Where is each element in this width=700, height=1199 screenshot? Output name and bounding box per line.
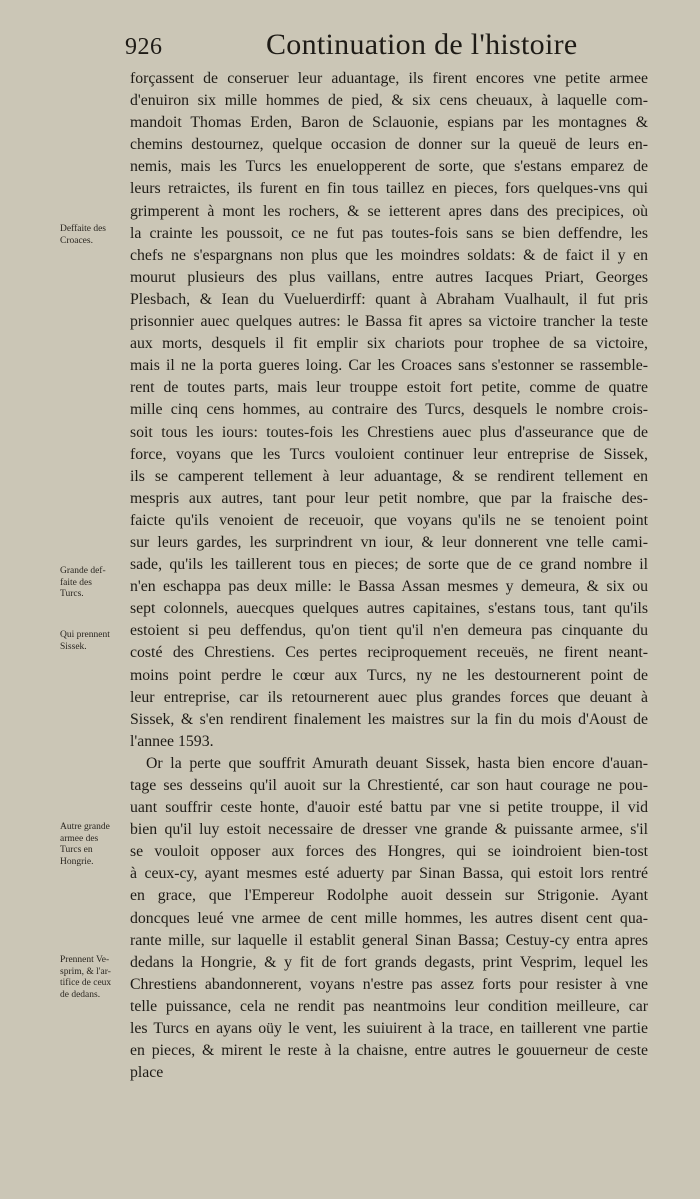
text-line: la crainte les poussoit, ce ne fut pas toutes-fois sans se bien deffendre, les — [130, 224, 648, 242]
margin-note-line: Hongrie. — [60, 856, 94, 867]
margin-note-line: Turcs en — [60, 845, 93, 855]
text-line: en grace, que l'Empereur Rodolphe auoit dessein sur Strigonie. Ayant — [130, 887, 648, 905]
text-line: force, voyans que les Turcs vouloient continuer leur entreprise de Sissek, — [130, 445, 648, 463]
text-line: place — [130, 1064, 164, 1082]
text-line: prisonnier auec quelques autres: le Bassa fit apres sa victoire trancher la teste — [130, 313, 648, 331]
text-line: grimperent à mont les rochers, & se ietterent apres dans des precipices, où — [130, 202, 648, 220]
text-line: Sissek, & s'en rendirent finalement les maistres sur la fin du mois d'Aoust de — [130, 710, 648, 728]
text-line: leurs retraictes, ils furent en fin tous taillez en pieces, fors quelques-vns qui — [130, 180, 648, 198]
text-line: mille cinq cens hommes, au contraire des Turcs, desquels le nombre crois- — [130, 401, 648, 419]
text-line: uant souffrir ceste honte, d'auoir esté battu par vne si petite trouppe, il vid — [130, 799, 648, 817]
text-line: chefs ne s'espargnans non plus que les moindres soldats: & de faict il y en — [130, 246, 648, 264]
text-line: chemins destournez, quelque occasion de donner sur la queuë de leurs en- — [130, 136, 648, 154]
margin-note — [60, 630, 132, 653]
text-line: costé des Chrestiens. Ces pertes reciproquement receuës, ne firent neant- — [130, 644, 648, 662]
margin-note-line: Qui prennent — [60, 630, 110, 640]
margin-note-line: Deffaite des — [60, 224, 106, 234]
text-line: forçassent de conseruer leur aduantage, ils firent encores vne petite armee — [130, 70, 648, 87]
text-line: tage ses desseins qu'il auoit sur la Chrestienté, car son haut courage ne pou- — [130, 777, 648, 794]
text-line: Plesbach, & Iean du Vueluerdirff: quant à Abraham Vualhault, il fut pris — [130, 290, 648, 308]
text-line: rante mille, sur laquelle il establit general Sinan Bassa; Cestuy-cy entra apres — [130, 931, 648, 949]
text-line: sade, qu'ils les taillerent tous en pieces; de sorte que de ce grand nombre il — [130, 556, 648, 574]
margin-note-line: sprim, & l'ar- — [60, 966, 111, 977]
text-line: dedans la Hongrie, & y fit de fort grands degasts, print Vesprim, lequel les — [130, 953, 648, 971]
running-title: Continuation de l'histoire — [266, 28, 578, 61]
page-number: 926 — [125, 34, 163, 60]
page-header — [0, 28, 700, 68]
text-line: l'annee 1593. — [130, 732, 214, 750]
text-line: mais il ne la porta gueres loing. Car les Croaces sans s'estonner se rassemble- — [130, 357, 648, 375]
text-line: les Turcs en ayans oüy le vent, les suiuirent à la trace, en taillerent vne partie — [130, 1020, 648, 1038]
text-line: se vouloit opposer aux forces des Hongres, qui se ioindroient bien-tost — [130, 843, 648, 861]
text-line: ils se camperent tellement à leur aduantage, & se rendirent tellement en — [130, 467, 648, 485]
text-line: d'enuiron six mille hommes de pied, & six cens cheuaux, à laquelle com- — [130, 92, 648, 110]
margin-note-line: de dedans. — [60, 989, 101, 1000]
text-line: mourut plusieurs des plus vaillans, entre autres Iacques Priart, Georges — [130, 268, 648, 286]
text-line: bien qu'il luy estoit necessaire de dresser vne grande & puissante armee, s'il — [130, 821, 648, 839]
margin-note — [60, 822, 132, 868]
text-line: à ceux-cy, ayant mesmes esté aduerty par Sinan Bassa, qui estoit lors rentré — [130, 865, 648, 883]
text-line: Or la perte que souffrit Amurath deuant Sissek, hasta bien encore d'auan- — [146, 754, 648, 772]
text-line: sept colonnels, auecques quelques autres capitaines, s'estans tous, tant qu'ils — [130, 600, 648, 618]
margin-note — [60, 955, 132, 1001]
margin-note-line: Prennent Ve- — [60, 955, 110, 965]
margin-note-line: Grande def- — [60, 566, 106, 576]
text-line: mespris aux autres, tant pour leur petit nombre, que par la fraische des- — [130, 489, 648, 507]
text-line: telle puissance, cela ne rendit pas neantmoins leur condition meilleure, car — [130, 997, 648, 1015]
margin-note — [60, 566, 132, 601]
body-text — [130, 68, 648, 1084]
text-line: faicte qu'ils venoient de receuoir, que voyans qu'ils ne se tenoient point — [130, 511, 648, 529]
text-line: aux morts, desquels il fit emplir six chariots pour trophee de sa victoire, — [130, 335, 648, 353]
text-line: estoient si peu deffendus, qu'on tient qu'il n'en demeura pas cinquante du — [130, 622, 648, 640]
text-line: nemis, mais les Turcs les enuelopperent de sorte, que s'estans emparez de — [130, 158, 648, 176]
text-line: rent de toutes parts, mais leur trouppe estoit fort petite, comme de quatre — [130, 379, 648, 397]
margin-note-line: armee des — [60, 833, 99, 844]
margin-note-line: Sissek. — [60, 641, 87, 652]
text-line: doncques leué vne armee de cent mille hommes, les autres disent cent qua- — [130, 909, 648, 927]
margin-note-line: faite des — [60, 577, 92, 588]
text-line: sur leurs gardes, les surprindrent vn iour, & leur donnerent vne telle cami- — [130, 533, 648, 551]
margin-note-line: Croaces. — [60, 235, 93, 246]
margin-note-line: Turcs. — [60, 589, 84, 599]
text-line: Chrestiens abandonnerent, voyans n'estre pas assez forts pour resister à vne — [130, 975, 648, 993]
text-line: mandoit Thomas Erden, Baron de Sclauonie, espians par les montagnes & — [130, 114, 648, 132]
margin-note-line: Autre grande — [60, 822, 110, 832]
text-line: en pieces, & mirent le reste à la chaisne, entre autres le gouuerneur de ceste — [130, 1042, 648, 1060]
text-line: soit tous les iours: toutes-fois les Chrestiens auec plus d'asseurance que de — [130, 423, 648, 441]
text-line: leur entreprise, car ils retournerent auec plus grandes forces que deuant à — [130, 688, 648, 706]
margin-note-line: tifice de ceux — [60, 978, 112, 988]
text-line: moins point perdre le cœur aux Turcs, ny ne les destournerent point de — [130, 666, 648, 684]
text-line: n'en eschappa pas deux mille: le Bassa Assan mesmes y demeura, & six ou — [130, 578, 648, 596]
margin-note — [60, 224, 132, 247]
